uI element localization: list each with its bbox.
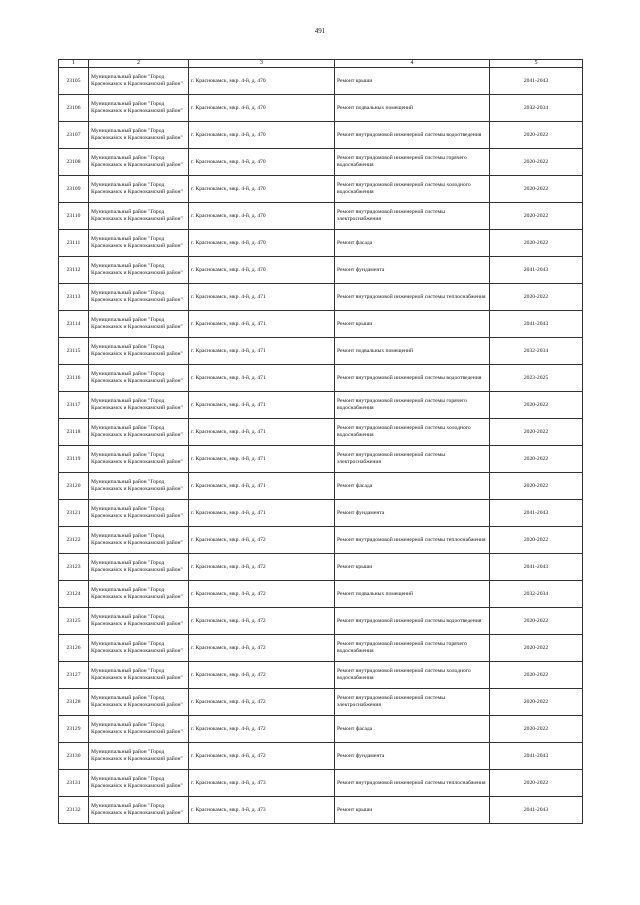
row-number: 23111 <box>59 230 89 257</box>
row-number: 23112 <box>59 257 89 284</box>
address-cell: г. Краснокамск, мкр. 4-й, д. 470 <box>189 176 335 203</box>
work-type-cell: Ремонт внутридомовой инженерной системы электроснабжения <box>335 689 490 716</box>
row-number: 23127 <box>59 662 89 689</box>
work-type-cell: Ремонт внутридомовой инженерной системы теплоснабжения <box>335 527 490 554</box>
work-type-cell: Ремонт фундамента <box>335 257 490 284</box>
work-type-cell: Ремонт внутридомовой инженерной системы теплоснабжения <box>335 284 490 311</box>
work-type-cell: Ремонт фасада <box>335 716 490 743</box>
municipality-cell: Муниципальный район "Город Краснокамск и Краснокамский район" <box>89 473 189 500</box>
address-cell: г. Краснокамск, мкр. 4-й, д. 473 <box>189 770 335 797</box>
column-header: 4 <box>335 60 490 68</box>
table-row <box>59 770 583 797</box>
address-cell: г. Краснокамск, мкр. 4-й, д. 470 <box>189 122 335 149</box>
period-cell: 2020-2022 <box>490 446 583 473</box>
row-number: 23109 <box>59 176 89 203</box>
work-type-cell: Ремонт подвальных помещений <box>335 338 490 365</box>
period-cell: 2020-2022 <box>490 770 583 797</box>
table-row <box>59 311 583 338</box>
municipality-cell: Муниципальный район "Город Краснокамск и Краснокамский район" <box>89 581 189 608</box>
row-number: 23128 <box>59 689 89 716</box>
address-cell: г. Краснокамск, мкр. 4-й, д. 471 <box>189 473 335 500</box>
work-type-cell: Ремонт внутридомовой инженерной системы теплоснабжения <box>335 770 490 797</box>
period-cell: 2041-2043 <box>490 257 583 284</box>
repair-schedule-table <box>58 59 583 824</box>
address-cell: г. Краснокамск, мкр. 4-й, д. 472 <box>189 608 335 635</box>
period-cell: 2020-2022 <box>490 284 583 311</box>
row-number: 23124 <box>59 581 89 608</box>
table-row <box>59 473 583 500</box>
address-cell: г. Краснокамск, мкр. 4-й, д. 472 <box>189 689 335 716</box>
period-cell: 2023-2025 <box>490 365 583 392</box>
work-type-cell: Ремонт фундамента <box>335 500 490 527</box>
address-cell: г. Краснокамск, мкр. 4-й, д. 470 <box>189 257 335 284</box>
row-number: 23106 <box>59 95 89 122</box>
row-number: 23120 <box>59 473 89 500</box>
table-row <box>59 68 583 95</box>
row-number: 23114 <box>59 311 89 338</box>
municipality-cell: Муниципальный район "Город Краснокамск и Краснокамский район" <box>89 284 189 311</box>
table-row <box>59 689 583 716</box>
period-cell: 2041-2043 <box>490 311 583 338</box>
work-type-cell: Ремонт фасада <box>335 230 490 257</box>
page-number: 491 <box>314 27 326 35</box>
column-header: 3 <box>189 60 335 68</box>
row-number: 23118 <box>59 419 89 446</box>
address-cell: г. Краснокамск, мкр. 4-й, д. 471 <box>189 392 335 419</box>
period-cell: 2020-2022 <box>490 689 583 716</box>
table-row <box>59 230 583 257</box>
address-cell: г. Краснокамск, мкр. 4-й, д. 470 <box>189 230 335 257</box>
municipality-cell: Муниципальный район "Город Краснокамск и Краснокамский район" <box>89 392 189 419</box>
row-number: 23115 <box>59 338 89 365</box>
table-row <box>59 419 583 446</box>
period-cell: 2032-2034 <box>490 338 583 365</box>
work-type-cell: Ремонт подвальных помещений <box>335 581 490 608</box>
address-cell: г. Краснокамск, мкр. 4-й, д. 471 <box>189 500 335 527</box>
period-cell: 2032-2034 <box>490 95 583 122</box>
table-row <box>59 284 583 311</box>
address-cell: г. Краснокамск, мкр. 4-й, д. 471 <box>189 419 335 446</box>
table-row <box>59 338 583 365</box>
row-number: 23126 <box>59 635 89 662</box>
table-row <box>59 716 583 743</box>
period-cell: 2020-2022 <box>490 419 583 446</box>
municipality-cell: Муниципальный район "Город Краснокамск и Краснокамский район" <box>89 257 189 284</box>
period-cell: 2020-2022 <box>490 149 583 176</box>
row-number: 23108 <box>59 149 89 176</box>
period-cell: 2020-2022 <box>490 473 583 500</box>
table-row <box>59 608 583 635</box>
table-row <box>59 554 583 581</box>
municipality-cell: Муниципальный район "Город Краснокамск и Краснокамский район" <box>89 95 189 122</box>
period-cell: 2020-2022 <box>490 608 583 635</box>
address-cell: г. Краснокамск, мкр. 4-й, д. 471 <box>189 446 335 473</box>
address-cell: г. Краснокамск, мкр. 4-й, д. 470 <box>189 68 335 95</box>
municipality-cell: Муниципальный район "Город Краснокамск и Краснокамский район" <box>89 365 189 392</box>
work-type-cell: Ремонт внутридомовой инженерной системы электроснабжения <box>335 446 490 473</box>
period-cell: 2020-2022 <box>490 662 583 689</box>
period-cell: 2020-2022 <box>490 635 583 662</box>
work-type-cell: Ремонт подвальных помещений <box>335 95 490 122</box>
address-cell: г. Краснокамск, мкр. 4-й, д. 473 <box>189 797 335 824</box>
table-row <box>59 176 583 203</box>
row-number: 23129 <box>59 716 89 743</box>
municipality-cell: Муниципальный район "Город Краснокамск и Краснокамский район" <box>89 149 189 176</box>
row-number: 23131 <box>59 770 89 797</box>
municipality-cell: Муниципальный район "Город Краснокамск и Краснокамский район" <box>89 770 189 797</box>
work-type-cell: Ремонт внутридомовой инженерной системы электроснабжения <box>335 203 490 230</box>
period-cell: 2020-2022 <box>490 203 583 230</box>
municipality-cell: Муниципальный район "Город Краснокамск и Краснокамский район" <box>89 689 189 716</box>
address-cell: г. Краснокамск, мкр. 4-й, д. 470 <box>189 95 335 122</box>
work-type-cell: Ремонт внутридомовой инженерной системы горячего водоснабжения <box>335 635 490 662</box>
table-row <box>59 797 583 824</box>
municipality-cell: Муниципальный район "Город Краснокамск и Краснокамский район" <box>89 716 189 743</box>
municipality-cell: Муниципальный район "Город Краснокамск и Краснокамский район" <box>89 203 189 230</box>
work-type-cell: Ремонт внутридомовой инженерной системы холодного водоснабжения <box>335 662 490 689</box>
work-type-cell: Ремонт внутридомовой инженерной системы горячего водоснабжения <box>335 392 490 419</box>
row-number: 23117 <box>59 392 89 419</box>
address-cell: г. Краснокамск, мкр. 4-й, д. 470 <box>189 203 335 230</box>
municipality-cell: Муниципальный район "Город Краснокамск и Краснокамский район" <box>89 554 189 581</box>
municipality-cell: Муниципальный район "Город Краснокамск и Краснокамский район" <box>89 311 189 338</box>
work-type-cell: Ремонт крыши <box>335 311 490 338</box>
address-cell: г. Краснокамск, мкр. 4-й, д. 471 <box>189 338 335 365</box>
address-cell: г. Краснокамск, мкр. 4-й, д. 472 <box>189 581 335 608</box>
municipality-cell: Муниципальный район "Город Краснокамск и Краснокамский район" <box>89 608 189 635</box>
table-row <box>59 365 583 392</box>
table-row <box>59 95 583 122</box>
period-cell: 2032-2034 <box>490 581 583 608</box>
table-row <box>59 500 583 527</box>
period-cell: 2020-2022 <box>490 176 583 203</box>
row-number: 23113 <box>59 284 89 311</box>
table-row <box>59 581 583 608</box>
table-row <box>59 446 583 473</box>
row-number: 23123 <box>59 554 89 581</box>
table-row <box>59 635 583 662</box>
work-type-cell: Ремонт фундамента <box>335 743 490 770</box>
table-row <box>59 392 583 419</box>
municipality-cell: Муниципальный район "Город Краснокамск и Краснокамский район" <box>89 338 189 365</box>
period-cell: 2041-2043 <box>490 554 583 581</box>
address-cell: г. Краснокамск, мкр. 4-й, д. 472 <box>189 527 335 554</box>
work-type-cell: Ремонт фасада <box>335 473 490 500</box>
address-cell: г. Краснокамск, мкр. 4-й, д. 472 <box>189 554 335 581</box>
municipality-cell: Муниципальный район "Город Краснокамск и Краснокамский район" <box>89 662 189 689</box>
municipality-cell: Муниципальный район "Город Краснокамск и Краснокамский район" <box>89 230 189 257</box>
row-number: 23132 <box>59 797 89 824</box>
address-cell: г. Краснокамск, мкр. 4-й, д. 470 <box>189 149 335 176</box>
row-number: 23107 <box>59 122 89 149</box>
municipality-cell: Муниципальный район "Город Краснокамск и Краснокамский район" <box>89 122 189 149</box>
period-cell: 2041-2043 <box>490 797 583 824</box>
municipality-cell: Муниципальный район "Город Краснокамск и Краснокамский район" <box>89 419 189 446</box>
row-number: 23105 <box>59 68 89 95</box>
work-type-cell: Ремонт внутридомовой инженерной системы холодного водоснабжения <box>335 419 490 446</box>
address-cell: г. Краснокамск, мкр. 4-й, д. 471 <box>189 284 335 311</box>
work-type-cell: Ремонт внутридомовой инженерной системы водоотведения <box>335 365 490 392</box>
period-cell: 2020-2022 <box>490 716 583 743</box>
table-body <box>59 60 583 824</box>
row-number: 23130 <box>59 743 89 770</box>
period-cell: 2041-2043 <box>490 68 583 95</box>
work-type-cell: Ремонт внутридомовой инженерной системы горячего водоснабжения <box>335 149 490 176</box>
address-cell: г. Краснокамск, мкр. 4-й, д. 471 <box>189 365 335 392</box>
row-number: 23119 <box>59 446 89 473</box>
period-cell: 2020-2022 <box>490 122 583 149</box>
municipality-cell: Муниципальный район "Город Краснокамск и Краснокамский район" <box>89 446 189 473</box>
column-header: 5 <box>490 60 583 68</box>
work-type-cell: Ремонт внутридомовой инженерной системы водоотведения <box>335 608 490 635</box>
municipality-cell: Муниципальный район "Город Краснокамск и Краснокамский район" <box>89 797 189 824</box>
row-number: 23110 <box>59 203 89 230</box>
header-row <box>59 60 583 68</box>
period-cell: 2020-2022 <box>490 527 583 554</box>
work-type-cell: Ремонт крыши <box>335 554 490 581</box>
municipality-cell: Муниципальный район "Город Краснокамск и Краснокамский район" <box>89 527 189 554</box>
municipality-cell: Муниципальный район "Город Краснокамск и Краснокамский район" <box>89 68 189 95</box>
table-row <box>59 149 583 176</box>
municipality-cell: Муниципальный район "Город Краснокамск и Краснокамский район" <box>89 635 189 662</box>
table-row <box>59 122 583 149</box>
municipality-cell: Муниципальный район "Город Краснокамск и Краснокамский район" <box>89 500 189 527</box>
period-cell: 2020-2022 <box>490 392 583 419</box>
work-type-cell: Ремонт внутридомовой инженерной системы водоотведения <box>335 122 490 149</box>
work-type-cell: Ремонт внутридомовой инженерной системы холодного водоснабжения <box>335 176 490 203</box>
address-cell: г. Краснокамск, мкр. 4-й, д. 472 <box>189 662 335 689</box>
work-type-cell: Ремонт крыши <box>335 68 490 95</box>
column-header: 2 <box>89 60 189 68</box>
column-header: 1 <box>59 60 89 68</box>
row-number: 23121 <box>59 500 89 527</box>
address-cell: г. Краснокамск, мкр. 4-й, д. 471 <box>189 311 335 338</box>
table-row <box>59 527 583 554</box>
table-row <box>59 203 583 230</box>
period-cell: 2041-2043 <box>490 743 583 770</box>
table-row <box>59 743 583 770</box>
address-cell: г. Краснокамск, мкр. 4-й, д. 472 <box>189 635 335 662</box>
row-number: 23125 <box>59 608 89 635</box>
period-cell: 2041-2043 <box>490 500 583 527</box>
address-cell: г. Краснокамск, мкр. 4-й, д. 472 <box>189 716 335 743</box>
municipality-cell: Муниципальный район "Город Краснокамск и Краснокамский район" <box>89 743 189 770</box>
row-number: 23116 <box>59 365 89 392</box>
period-cell: 2020-2022 <box>490 230 583 257</box>
row-number: 23122 <box>59 527 89 554</box>
address-cell: г. Краснокамск, мкр. 4-й, д. 472 <box>189 743 335 770</box>
work-type-cell: Ремонт крыши <box>335 797 490 824</box>
table-row <box>59 662 583 689</box>
municipality-cell: Муниципальный район "Город Краснокамск и Краснокамский район" <box>89 176 189 203</box>
table-row <box>59 257 583 284</box>
